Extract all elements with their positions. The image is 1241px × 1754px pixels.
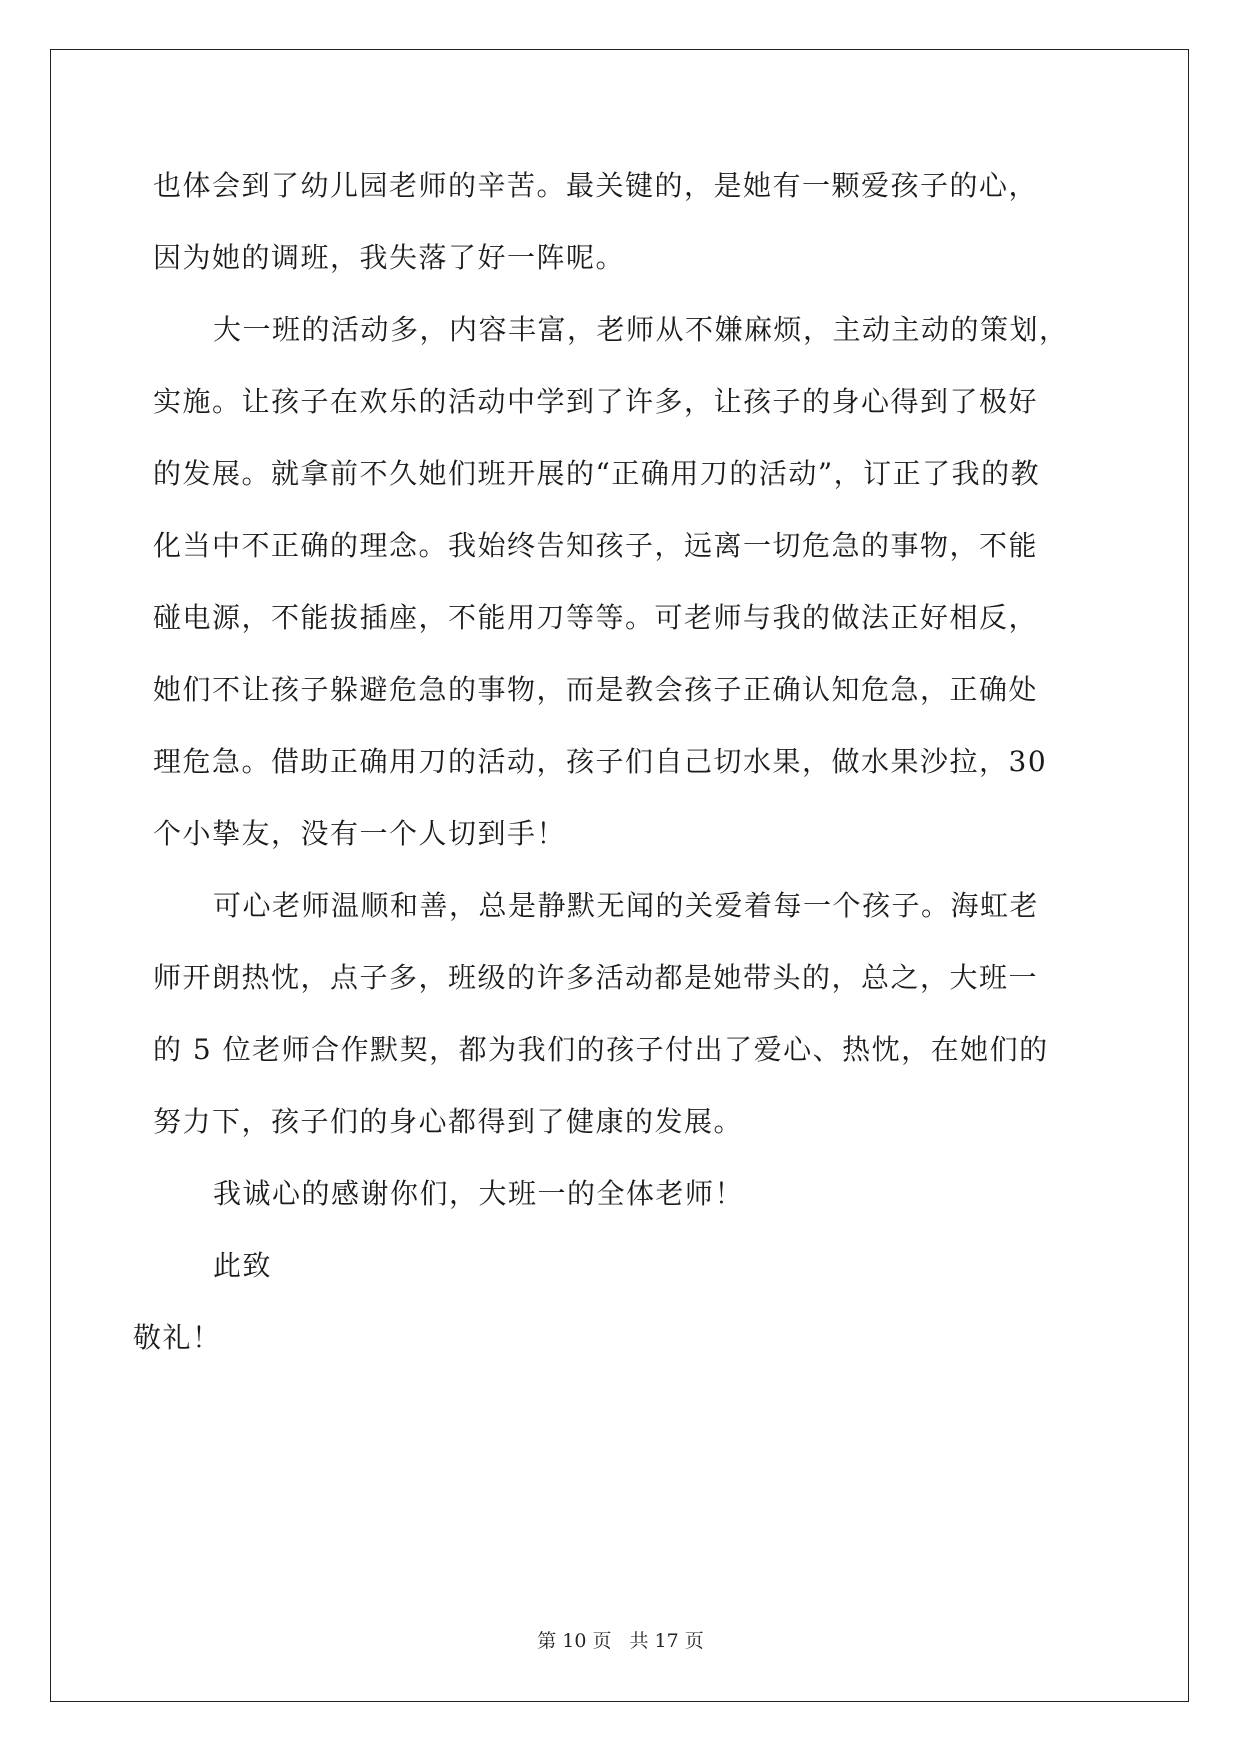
page-number: 第 10 页 [537,1630,612,1652]
text-line: 师开朗热忱，点子多，班级的许多活动都是她带头的，总之，大班一 [153,961,1039,994]
text-line: 她们不让孩子躲避危急的事物，而是教会孩子正确认知危急，正确处 [153,673,1039,706]
text-line: 努力下，孩子们的身心都得到了健康的发展。 [153,1105,744,1138]
text-line: 的 5 位老师合作默契，都为我们的孩子付出了爱心、热忱，在她们的 [153,1033,1049,1066]
page-border [50,49,1189,1702]
paragraph-first-line: 我诚心的感谢你们，大班一的全体老师！ [213,1177,745,1210]
paragraph-first-line: 大一班的活动多，内容丰富，老师从不嫌麻烦，主动主动的策划， [213,313,1069,346]
text-line: 因为她的调班，我失落了好一阵呢。 [153,241,626,274]
text-line: 的发展。就拿前不久她们班开展的“正确用刀的活动”，订正了我的教 [153,457,1041,490]
closing-salutation: 此致 [213,1249,273,1282]
text-line: 实施。让孩子在欢乐的活动中学到了许多，让孩子的身心得到了极好 [153,385,1039,418]
closing-regards: 敬礼！ [133,1321,222,1354]
text-line: 也体会到了幼儿园老师的辛苦。最关键的，是她有一颗爱孩子的心， [153,169,1039,202]
text-line: 个小挚友，没有一个人切到手！ [153,817,567,850]
page-total: 共 17 页 [629,1630,704,1652]
text-line: 理危急。借助正确用刀的活动，孩子们自己切水果，做水果沙拉，30 [153,745,1048,778]
text-line: 化当中不正确的理念。我始终告知孩子，远离一切危急的事物，不能 [153,529,1039,562]
text-line: 碰电源，不能拔插座，不能用刀等等。可老师与我的做法正好相反， [153,601,1039,634]
page-footer [0,1626,1241,1653]
paragraph-first-line: 可心老师温顺和善，总是静默无闻的关爱着每一个孩子。海虹老 [213,889,1040,922]
